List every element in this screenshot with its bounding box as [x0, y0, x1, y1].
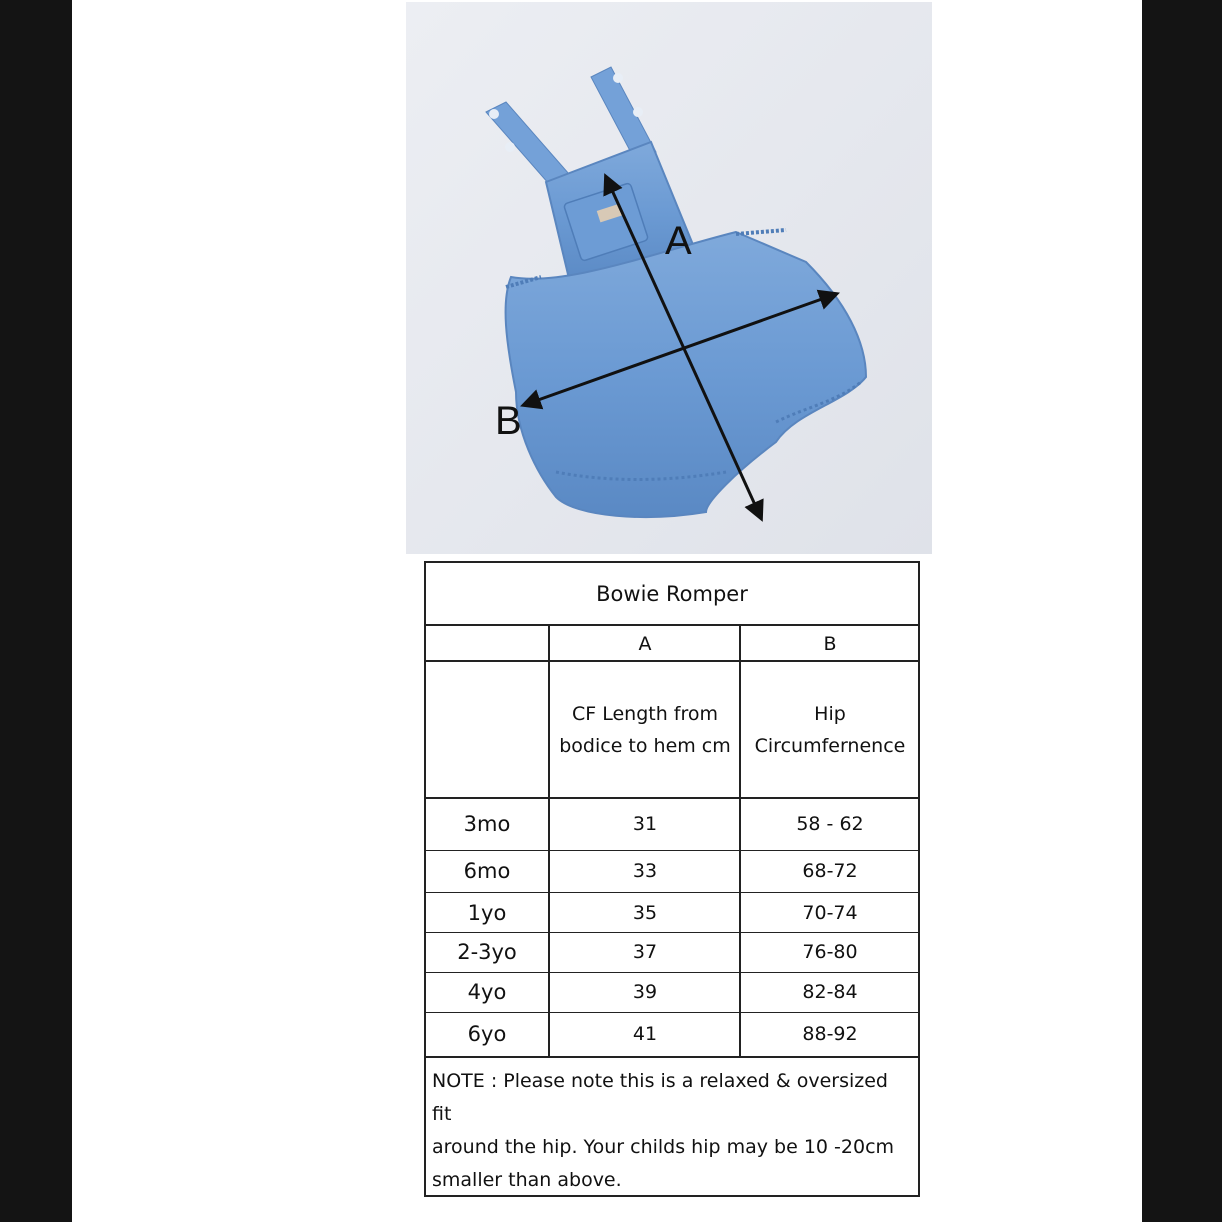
- row-b-value: 88-92: [802, 1023, 858, 1045]
- page-sheet: [72, 0, 1142, 1222]
- row-size: 2-3yo: [457, 940, 517, 964]
- fit-note: [432, 1065, 912, 1197]
- measure-a-label: A: [665, 219, 692, 263]
- row-a-value: 31: [632, 813, 658, 835]
- row-a-value: 33: [632, 860, 658, 882]
- column-a-letter: A: [638, 633, 652, 655]
- measure-b-label: B: [495, 399, 522, 443]
- row-a-value: 41: [632, 1023, 658, 1045]
- row-b-value: 68-72: [802, 860, 858, 882]
- romper-illustration: [406, 2, 932, 554]
- row-a-value: 37: [632, 941, 658, 963]
- column-b-letter: B: [823, 633, 837, 655]
- row-size: 3mo: [463, 812, 511, 836]
- row-a-value: 35: [632, 902, 658, 924]
- size-chart-table: [424, 561, 920, 1197]
- note-line: around the hip. Your childs hip may be 10 -20cm: [432, 1136, 895, 1158]
- row-size: 6yo: [467, 1022, 507, 1046]
- column-b-desc-line1: Hip: [814, 703, 846, 725]
- column-a-desc-line1: CF Length from: [571, 703, 719, 725]
- column-a-desc-line2: bodice to hem cm: [559, 735, 731, 757]
- row-b-value: 58 - 62: [796, 813, 864, 835]
- product-photo: [406, 2, 932, 554]
- column-b-desc-line2: Circumfernence: [754, 735, 906, 757]
- note-line: smaller than above.: [432, 1169, 622, 1191]
- row-a-value: 39: [632, 981, 658, 1003]
- row-b-value: 70-74: [802, 902, 858, 924]
- row-size: 1yo: [467, 901, 507, 925]
- row-size: 6mo: [463, 859, 511, 883]
- table-title: Bowie Romper: [596, 582, 748, 606]
- row-b-value: 82-84: [802, 981, 858, 1003]
- note-line: NOTE : Please note this is a relaxed & oversized fit: [432, 1070, 888, 1125]
- row-b-value: 76-80: [802, 941, 858, 963]
- row-size: 4yo: [467, 980, 507, 1004]
